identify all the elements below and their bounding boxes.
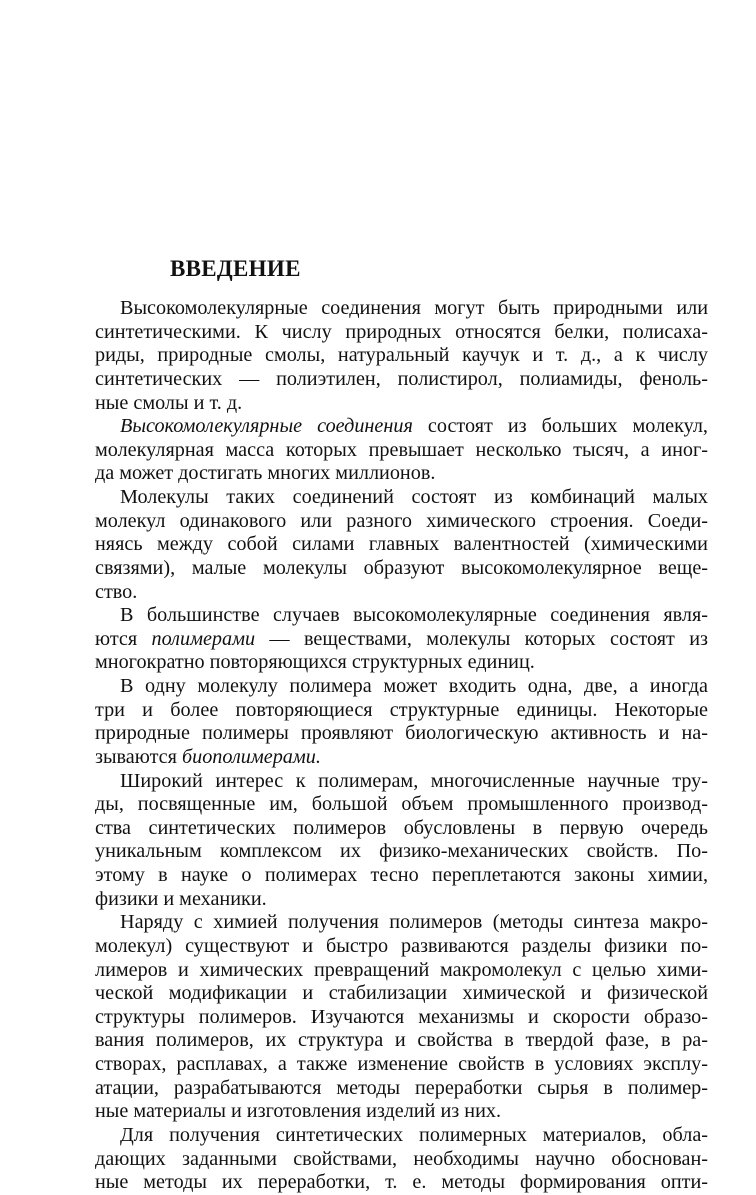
paragraph-line bbox=[95, 486, 708, 510]
paragraph-line bbox=[95, 651, 708, 675]
text-run: природные полимеры проявляют биологическую активность и на- bbox=[95, 722, 708, 745]
paragraph-line bbox=[95, 699, 708, 723]
text-run: риды, природные смолы, натуральный каучук и т. д., а к числу bbox=[95, 344, 708, 367]
paragraph-line bbox=[95, 581, 708, 605]
paragraph-line bbox=[95, 628, 708, 652]
text-run: синтетических — полиэтилен, полистирол, полиамиды, феноль- bbox=[95, 367, 708, 390]
paragraph-line bbox=[95, 392, 708, 416]
paragraph-line bbox=[95, 1148, 708, 1172]
text-run: створах, расплавах, а также изменение свойств в условиях эксплу- bbox=[95, 1053, 708, 1075]
text-run: молекулярная масса которых превышает несколько тысяч, а иног- bbox=[95, 438, 708, 461]
paragraph-line bbox=[95, 746, 708, 770]
paragraph-line bbox=[95, 864, 708, 888]
paragraph-line bbox=[95, 722, 708, 746]
paragraph-line bbox=[95, 1124, 708, 1148]
paragraph-line bbox=[95, 888, 708, 912]
text-run: ные смолы и т. д. bbox=[95, 391, 243, 414]
text-run: уникальным комплексом их физико-механических свойств. По- bbox=[95, 840, 708, 863]
text-run: лимеров и химических превращений макромолекул с целью хими- bbox=[95, 958, 708, 981]
paragraph-line bbox=[95, 959, 708, 983]
text-run: — веществами, молекулы которых состоят из bbox=[255, 627, 708, 650]
text-run: дающих заданными свойствами, необходимы научно обоснован- bbox=[95, 1147, 708, 1170]
text-run: няясь между собой силами главных валентностей (химическими bbox=[95, 533, 708, 556]
text-run: связями), малые молекулы образуют высокомолекулярное веще- bbox=[95, 556, 708, 579]
paragraph-line bbox=[95, 415, 708, 439]
paragraph-line bbox=[95, 462, 708, 486]
text-run: Наряду с химией получения полимеров (методы синтеза макро- bbox=[120, 911, 708, 934]
italic-term: полимерами bbox=[151, 627, 256, 650]
text-run: три и более повторяющиеся структурные единицы. Некоторые bbox=[95, 698, 708, 721]
paragraph-line bbox=[95, 604, 708, 628]
text-run: ные материалы и изготовления изделий из них. bbox=[95, 1100, 502, 1123]
paragraph-line bbox=[95, 439, 708, 463]
paragraph-line bbox=[95, 935, 708, 959]
text-run: этому в науке о полимерах тесно переплетаются законы химии, bbox=[95, 864, 708, 886]
paragraph-line bbox=[95, 982, 708, 1006]
text-run: ства синтетических полимеров обусловлены в первую очередь bbox=[95, 816, 708, 839]
paragraph-line bbox=[95, 557, 708, 581]
paragraph-line bbox=[95, 817, 708, 841]
text-run: ные методы их переработки, т. е. методы формирования опти- bbox=[95, 1171, 708, 1194]
paragraph-line bbox=[95, 840, 708, 864]
text-run: атации, разрабатываются методы переработки сырья в полимер- bbox=[95, 1076, 708, 1099]
paragraph-line bbox=[95, 793, 708, 817]
paragraph-line bbox=[95, 1077, 708, 1101]
paragraph-line bbox=[95, 675, 708, 699]
text-run: молекул) существуют и быстро развиваются разделы физики по- bbox=[95, 934, 708, 957]
paragraph-line bbox=[95, 1171, 708, 1195]
text-run: структуры полимеров. Изучаются механизмы и скорости образо- bbox=[95, 1005, 708, 1028]
paragraph-line bbox=[95, 510, 708, 534]
text-run: вания полимеров, их структура и свойства в твердой фазе, в ра- bbox=[95, 1029, 708, 1052]
text-run: Молекулы таких соединений состоят из комбинаций малых bbox=[120, 486, 708, 508]
paragraph-line bbox=[95, 368, 708, 392]
text-run: Высокомолекулярные соединения могут быть природными или bbox=[120, 297, 708, 319]
text-run: молекул одинакового или разного химического строения. Соеди- bbox=[95, 509, 708, 532]
paragraph-line bbox=[95, 1100, 708, 1124]
text-run: зываются bbox=[95, 745, 182, 768]
text-run: ются bbox=[95, 627, 152, 650]
text-run: синтетическими. К числу природных относятся белки, полисаха- bbox=[95, 320, 708, 343]
paragraph-line bbox=[95, 1029, 708, 1053]
paragraph-line bbox=[95, 344, 708, 368]
italic-term: Высокомолекулярные соединения bbox=[120, 415, 413, 438]
paragraph-line bbox=[95, 911, 708, 935]
text-run: В большинстве случаев высокомолекулярные соединения явля- bbox=[120, 604, 708, 627]
text-run: ческой модификации и стабилизации химической и физической bbox=[95, 982, 708, 1005]
text-run: ство. bbox=[95, 580, 138, 603]
text-run: физики и механики. bbox=[95, 887, 267, 910]
text-run: Широкий интерес к полимерам, многочисленные научные тру- bbox=[120, 769, 708, 792]
text-run: да может достигать многих миллионов. bbox=[95, 462, 436, 485]
paragraph-line bbox=[95, 321, 708, 345]
paragraph-line bbox=[95, 1006, 708, 1030]
paragraph-line bbox=[95, 1053, 708, 1077]
paragraph-line bbox=[95, 770, 708, 794]
italic-term: биополимерами. bbox=[181, 745, 321, 768]
chapter-heading: ВВЕДЕНИЕ bbox=[170, 256, 301, 281]
text-run: ды, посвященные им, большой объем промышленного производ- bbox=[95, 793, 708, 816]
body-text bbox=[95, 297, 708, 1195]
text-run: состоят из больших молекул, bbox=[412, 415, 708, 438]
paragraph-line bbox=[95, 533, 708, 557]
text-run: многократно повторяющихся структурных единиц. bbox=[95, 651, 535, 674]
text-run: В одну молекулу полимера может входить одна, две, а иногда bbox=[120, 675, 708, 697]
paragraph-line bbox=[95, 297, 708, 321]
text-run: Для получения синтетических полимерных материалов, обла- bbox=[120, 1123, 708, 1146]
